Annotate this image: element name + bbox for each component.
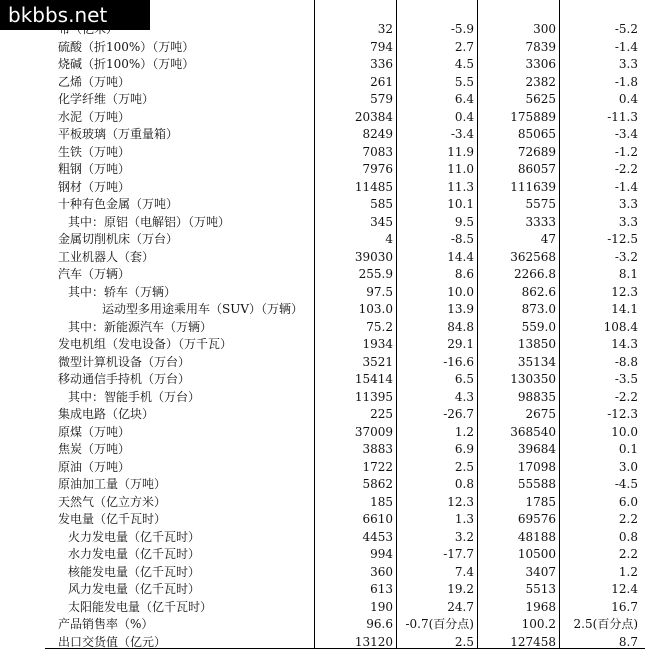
table-row <box>0 196 660 213</box>
cell-value: -0.7(百分点) <box>405 617 474 631</box>
cell-value: 4.5 <box>454 57 474 71</box>
cell-value: -12.5 <box>607 232 638 246</box>
cell-value: 2.5(百分点) <box>573 617 638 631</box>
cell-value: 14.4 <box>447 249 474 264</box>
cell-value: 12.3 <box>447 494 474 509</box>
cell-value: 96.6 <box>366 617 393 631</box>
cell-value: 55588 <box>517 477 556 491</box>
cell-value: 0.8 <box>454 477 474 491</box>
cell-value: 175889 <box>510 109 556 124</box>
cell-value: 1968 <box>525 599 556 614</box>
cell-value: 11.0 <box>447 162 474 176</box>
row-label: 集成电路（亿块） <box>58 407 155 421</box>
cell-value: 3.3 <box>618 197 638 211</box>
cell-value: 4 <box>385 232 393 246</box>
table-row <box>0 599 660 616</box>
table-row <box>0 144 660 161</box>
cell-value: -11.3 <box>607 109 638 124</box>
cell-value: 3521 <box>362 354 393 369</box>
cell-value: 8.6 <box>454 267 474 281</box>
row-label: 金属切削机床（万台） <box>58 232 179 246</box>
cell-value: 10.1 <box>447 197 474 211</box>
table-row <box>0 529 660 546</box>
cell-value: -1.8 <box>614 74 638 89</box>
cell-value: 8.1 <box>618 267 638 281</box>
cell-value: 6610 <box>362 512 393 526</box>
row-label: 工业机器人（套） <box>58 249 155 264</box>
row-label: 原油（万吨） <box>58 459 131 474</box>
row-label: 钢材（万吨） <box>58 179 131 194</box>
table-row <box>0 459 660 476</box>
cell-value: 85065 <box>517 127 556 141</box>
cell-value: -1.2 <box>614 144 638 159</box>
cell-value: -16.6 <box>443 354 474 369</box>
cell-value: 1.2 <box>618 564 638 579</box>
cell-value: 3306 <box>525 57 556 71</box>
cell-value: 4.3 <box>454 389 474 404</box>
cell-value: 3407 <box>525 564 556 579</box>
cell-value: 16.7 <box>611 599 638 614</box>
watermark: bkbbs.net <box>0 0 150 30</box>
cell-value: 261 <box>370 74 393 89</box>
cell-value: -2.2 <box>614 389 638 404</box>
cell-value: 7083 <box>362 144 393 159</box>
row-label: 发电量（亿千瓦时） <box>58 512 167 526</box>
cell-value: 368540 <box>510 424 556 439</box>
cell-value: 3883 <box>362 442 393 456</box>
cell-value: 3333 <box>525 214 556 229</box>
cell-value: 11395 <box>354 389 393 404</box>
cell-value: 130350 <box>510 372 556 386</box>
cell-value: 8249 <box>362 127 393 141</box>
cell-value: 3.2 <box>454 529 474 544</box>
row-label: 原油加工量（万吨） <box>58 477 167 491</box>
table-row <box>0 231 660 248</box>
cell-value: 0.4 <box>454 109 474 124</box>
cell-value: 12.4 <box>611 582 638 596</box>
cell-value: 5513 <box>525 582 556 596</box>
cell-value: 225 <box>370 407 393 421</box>
row-label: 乙烯（万吨） <box>58 74 131 89</box>
cell-value: 17098 <box>517 459 556 474</box>
row-label: 移动通信手持机（万台） <box>58 372 191 386</box>
cell-value: 103.0 <box>358 302 393 316</box>
cell-value: 5575 <box>525 197 556 211</box>
row-label: 十种有色金属（万吨） <box>58 197 179 211</box>
cell-value: -12.3 <box>607 407 638 421</box>
cell-value: 13.9 <box>447 302 474 316</box>
row-label: 平板玻璃（万重量箱） <box>58 127 179 141</box>
row-label: 产品销售率（%） <box>58 617 154 631</box>
cell-value: 2.5 <box>454 459 474 474</box>
table-row <box>0 161 660 178</box>
cell-value: 37009 <box>354 424 393 439</box>
row-label: 水力发电量（亿千瓦时） <box>68 547 201 561</box>
cell-value: -5.9 <box>450 22 474 36</box>
table-row <box>0 179 660 196</box>
cell-value: 1722 <box>362 459 393 474</box>
table-row <box>0 214 660 231</box>
cell-value: 6.9 <box>454 442 474 456</box>
cell-value: -3.4 <box>614 127 638 141</box>
table-bottom-border <box>45 648 645 649</box>
cell-value: 14.1 <box>611 302 638 316</box>
table-row <box>0 581 660 598</box>
cell-value: 111639 <box>510 179 556 194</box>
cell-value: 24.7 <box>447 599 474 614</box>
cell-value: 360 <box>370 564 393 579</box>
cell-value: 1934 <box>362 337 393 351</box>
cell-value: 29.1 <box>447 337 474 351</box>
cell-value: 873.0 <box>521 302 556 316</box>
cell-value: -4.5 <box>614 477 638 491</box>
cell-value: 2.2 <box>618 547 638 561</box>
table-row <box>0 336 660 353</box>
table-row <box>0 56 660 73</box>
cell-value: -1.4 <box>614 179 638 194</box>
cell-value: 5625 <box>525 92 556 106</box>
table-row <box>0 126 660 143</box>
cell-value: 32 <box>377 22 393 36</box>
cell-value: 559.0 <box>521 319 556 334</box>
cell-value: 97.5 <box>366 284 393 299</box>
row-label: 出口交货值（亿元） <box>58 634 167 649</box>
cell-value: 6.5 <box>454 372 474 386</box>
table-row <box>0 284 660 301</box>
cell-value: 0.1 <box>618 442 638 456</box>
cell-value: 613 <box>370 582 393 596</box>
cell-value: 8.7 <box>618 634 638 649</box>
cell-value: 20384 <box>354 109 393 124</box>
cell-value: 2.7 <box>454 39 474 54</box>
cell-value: 11.9 <box>447 144 474 159</box>
cell-value: 585 <box>370 197 393 211</box>
cell-value: 35134 <box>517 354 556 369</box>
cell-value: 362568 <box>510 249 556 264</box>
cell-value: 5.5 <box>454 74 474 89</box>
table-row <box>0 109 660 126</box>
cell-value: 11.3 <box>447 179 474 194</box>
cell-value: -17.7 <box>443 547 474 561</box>
cell-value: -1.4 <box>614 39 638 54</box>
cell-value: 2266.8 <box>514 267 556 281</box>
row-label: 其中：智能手机（万台） <box>68 389 201 404</box>
cell-value: 100.2 <box>521 617 556 631</box>
cell-value: -5.2 <box>614 22 638 36</box>
table-row <box>0 371 660 388</box>
row-label: 其中：新能源汽车（万辆） <box>68 319 213 334</box>
row-label: 烧碱（折100%）（万吨） <box>58 57 195 71</box>
row-label: 太阳能发电量（亿千瓦时） <box>68 599 213 614</box>
row-label: 微型计算机设备（万台） <box>58 354 191 369</box>
cell-value: 2675 <box>525 407 556 421</box>
table-row <box>0 406 660 423</box>
table-row <box>0 266 660 283</box>
table-row <box>0 476 660 493</box>
cell-value: 336 <box>370 57 393 71</box>
cell-value: 48188 <box>517 529 556 544</box>
cell-value: 10.0 <box>611 424 638 439</box>
row-label: 运动型多用途乘用车（SUV）（万辆） <box>102 302 304 316</box>
cell-value: -3.4 <box>450 127 474 141</box>
cell-value: 84.8 <box>447 319 474 334</box>
cell-value: 39684 <box>517 442 556 456</box>
cell-value: 6.4 <box>454 92 474 106</box>
cell-value: 2.2 <box>618 512 638 526</box>
table-row <box>0 616 660 633</box>
table-row <box>0 319 660 336</box>
cell-value: 2382 <box>525 74 556 89</box>
row-label: 生铁（万吨） <box>58 144 131 159</box>
table-row <box>0 91 660 108</box>
row-label: 化学纤维（万吨） <box>58 92 155 106</box>
cell-value: 69576 <box>517 512 556 526</box>
row-label: 粗钢（万吨） <box>58 162 131 176</box>
row-label: 汽车（万辆） <box>58 267 131 281</box>
cell-value: 0.4 <box>618 92 638 106</box>
cell-value: -3.5 <box>614 372 638 386</box>
cell-value: -2.2 <box>614 162 638 176</box>
table-row <box>0 564 660 581</box>
cell-value: 2.5 <box>454 634 474 649</box>
cell-value: 12.3 <box>611 284 638 299</box>
cell-value: 185 <box>370 494 393 509</box>
cell-value: 1.3 <box>454 512 474 526</box>
cell-value: 1.2 <box>454 424 474 439</box>
table-row <box>0 389 660 406</box>
cell-value: 300 <box>533 22 556 36</box>
table-row <box>0 546 660 563</box>
cell-value: 255.9 <box>358 267 393 281</box>
cell-value: 75.2 <box>366 319 393 334</box>
cell-value: -3.2 <box>614 249 638 264</box>
cell-value: 10500 <box>517 547 556 561</box>
cell-value: 7976 <box>362 162 393 176</box>
table-row <box>0 74 660 91</box>
row-label: 风力发电量（亿千瓦时） <box>68 582 201 596</box>
row-label: 发电机组（发电设备）（万千瓦） <box>58 337 233 351</box>
cell-value: 5862 <box>362 477 393 491</box>
row-label: 核能发电量（亿千瓦时） <box>68 564 201 579</box>
cell-value: 994 <box>370 547 393 561</box>
table-row <box>0 39 660 56</box>
cell-value: 1785 <box>525 494 556 509</box>
cell-value: 14.3 <box>611 337 638 351</box>
cell-value: 10.0 <box>447 284 474 299</box>
cell-value: 6.0 <box>618 494 638 509</box>
cell-value: 98835 <box>517 389 556 404</box>
cell-value: 86057 <box>517 162 556 176</box>
table-row <box>0 249 660 266</box>
cell-value: 13120 <box>354 634 393 649</box>
table-row <box>0 441 660 458</box>
cell-value: 11485 <box>354 179 393 194</box>
row-label: 其中：原铝（电解铝）（万吨） <box>68 214 231 229</box>
cell-value: 862.6 <box>521 284 556 299</box>
row-label: 原煤（万吨） <box>58 424 131 439</box>
cell-value: 39030 <box>354 249 393 264</box>
row-label: 焦炭（万吨） <box>58 442 131 456</box>
cell-value: 3.3 <box>618 214 638 229</box>
table-row <box>0 301 660 318</box>
row-label: 水泥（万吨） <box>58 109 131 124</box>
cell-value: 3.0 <box>618 459 638 474</box>
row-label: 天然气（亿立方米） <box>58 494 167 509</box>
cell-value: 3.3 <box>618 57 638 71</box>
row-label: 硫酸（折100%）（万吨） <box>58 39 195 54</box>
cell-value: 7.4 <box>454 564 474 579</box>
cell-value: 72689 <box>517 144 556 159</box>
cell-value: 4453 <box>362 529 393 544</box>
cell-value: 794 <box>370 39 393 54</box>
row-label: 其中：轿车（万辆） <box>68 284 177 299</box>
cell-value: 15414 <box>354 372 393 386</box>
cell-value: 7839 <box>525 39 556 54</box>
table-row <box>0 494 660 511</box>
cell-value: -8.5 <box>450 232 474 246</box>
table-row <box>0 354 660 371</box>
cell-value: 19.2 <box>447 582 474 596</box>
cell-value: -26.7 <box>443 407 474 421</box>
row-label: 火力发电量（亿千瓦时） <box>68 529 201 544</box>
cell-value: 13850 <box>517 337 556 351</box>
cell-value: 47 <box>540 232 556 246</box>
cell-value: 579 <box>370 92 393 106</box>
cell-value: 108.4 <box>603 319 638 334</box>
cell-value: 345 <box>370 214 393 229</box>
cell-value: 190 <box>370 599 393 614</box>
table-row <box>0 424 660 441</box>
cell-value: 0.8 <box>618 529 638 544</box>
table-row <box>0 511 660 528</box>
cell-value: 127458 <box>510 634 556 649</box>
cell-value: -8.8 <box>614 354 638 369</box>
cell-value: 9.5 <box>454 214 474 229</box>
